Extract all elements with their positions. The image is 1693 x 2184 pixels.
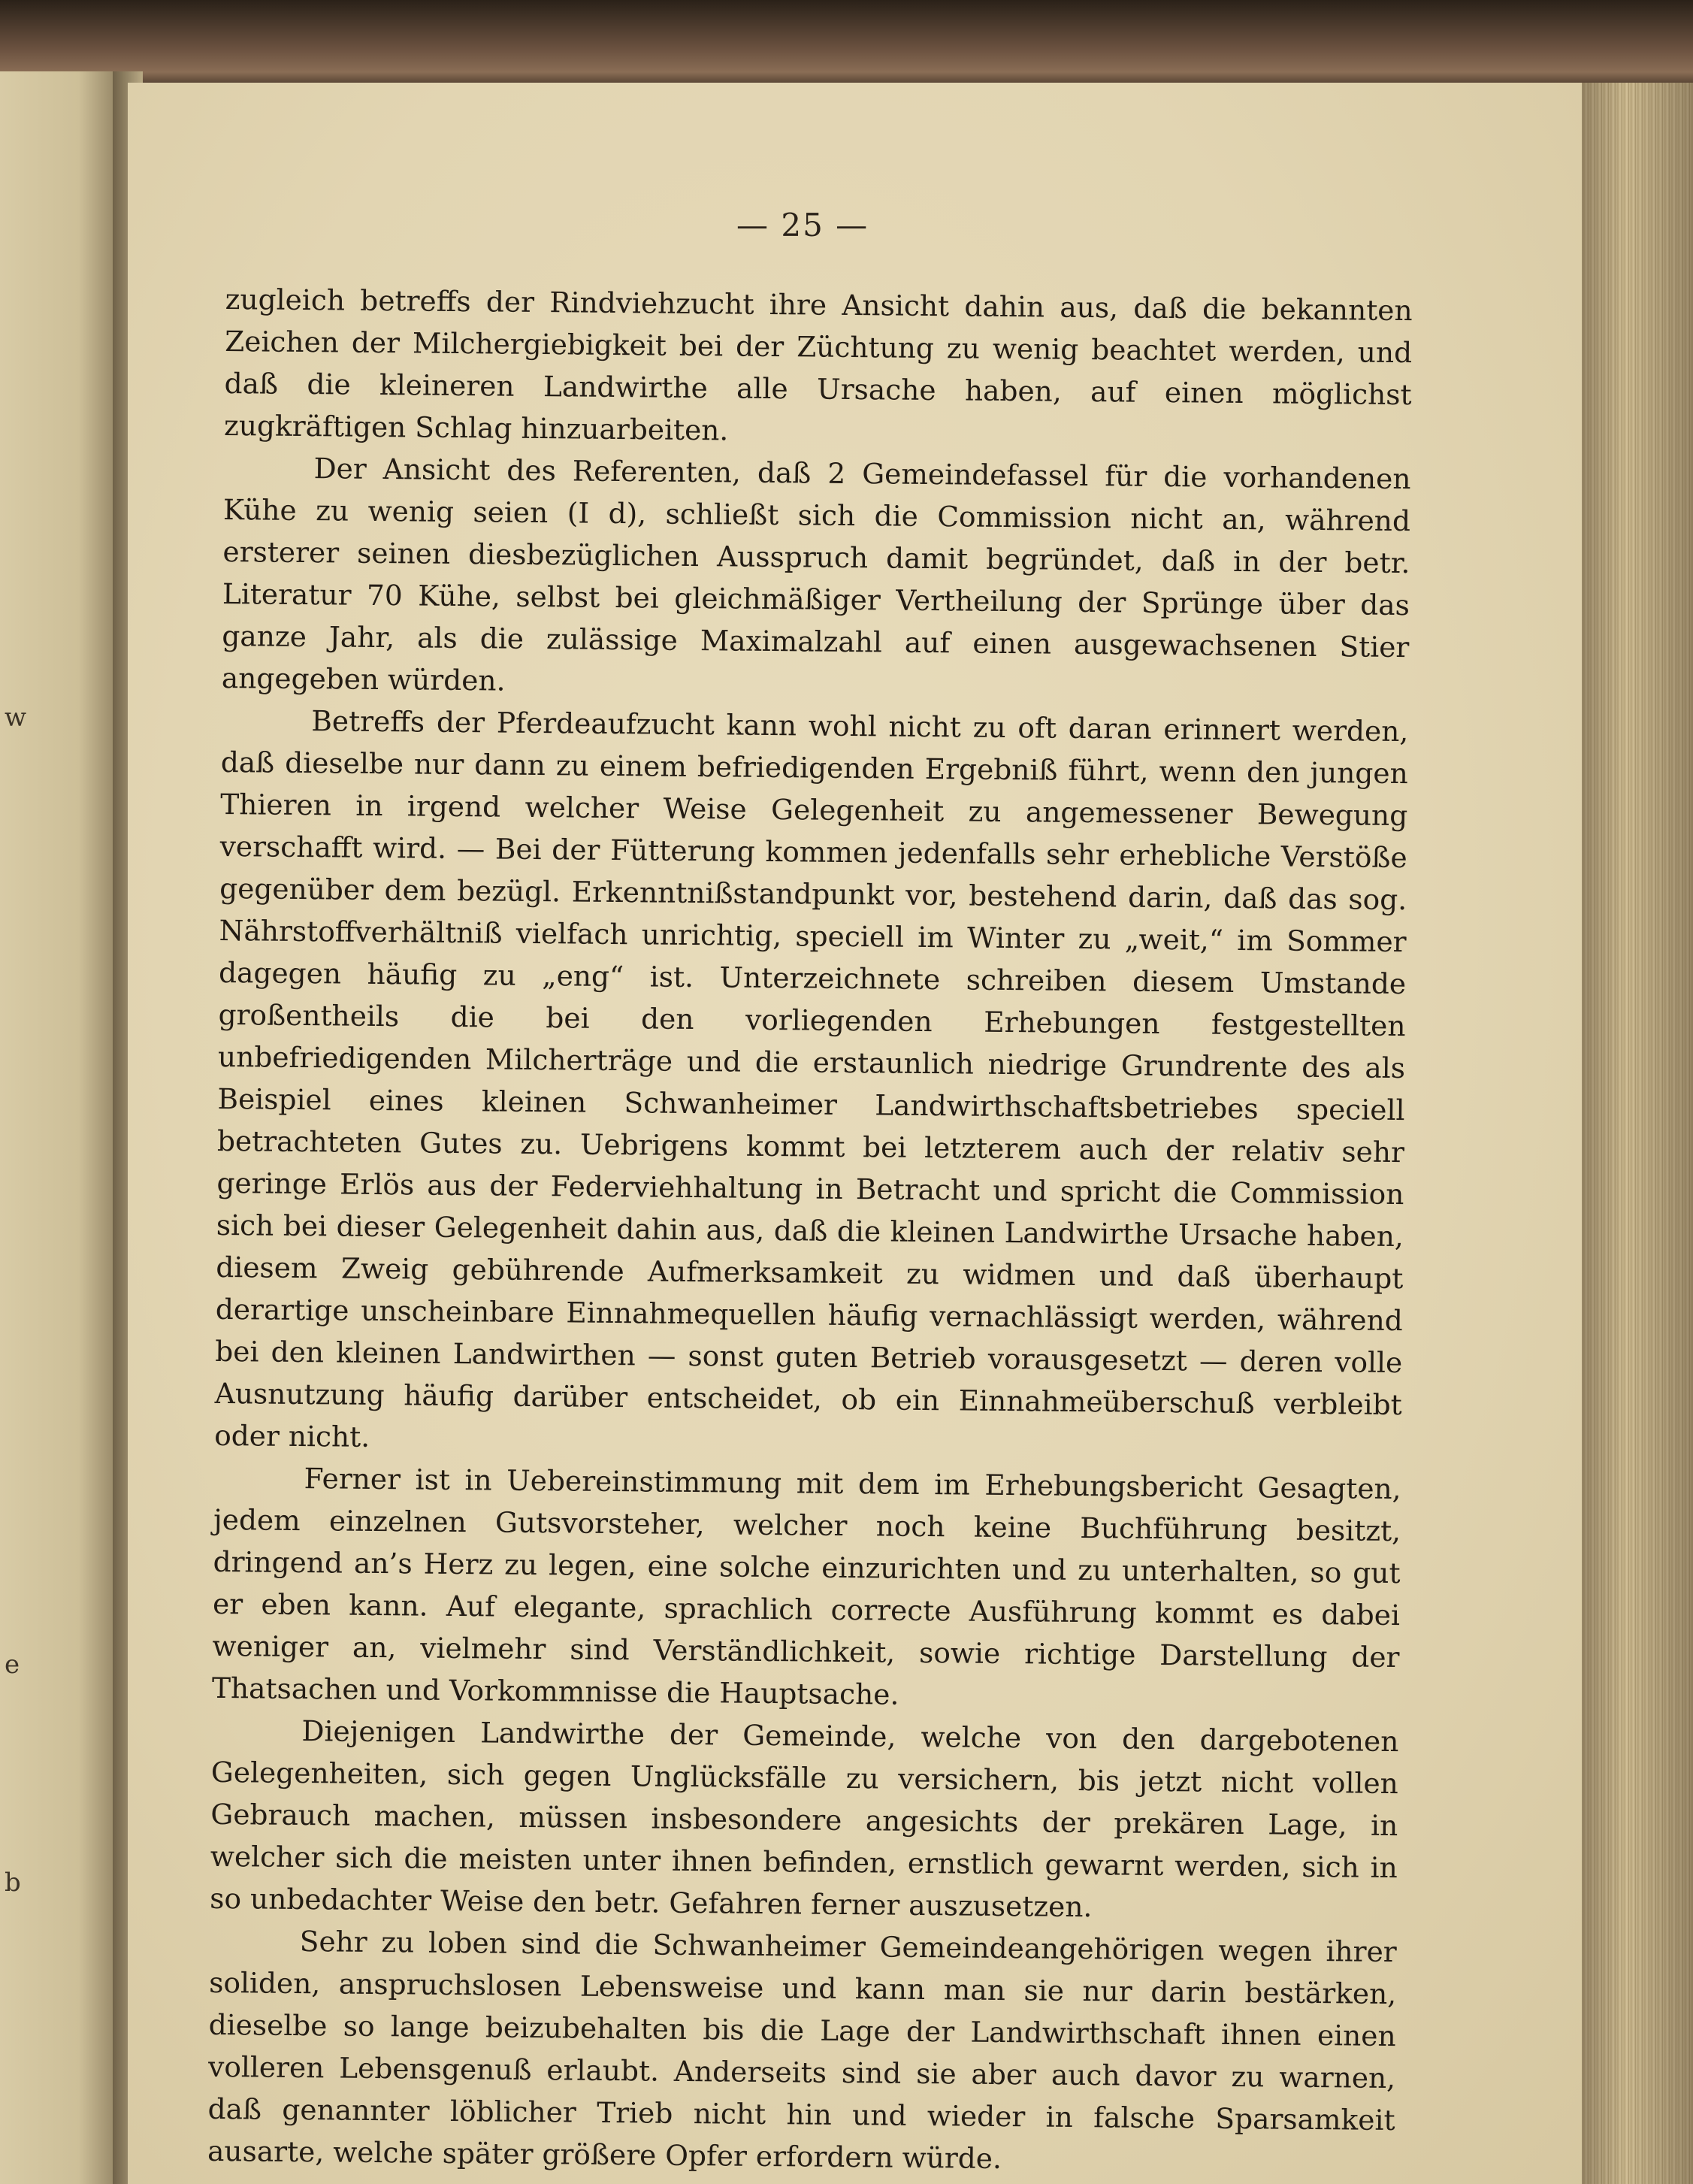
facing-page-fragment: b [5,1868,21,1898]
fore-edge-shadow [1582,83,1693,2184]
book-cover-edge [0,0,1693,90]
page-body [207,278,1413,2183]
page-number: — 25 — [736,207,869,244]
paragraph: Ferner ist in Uebereinstimmung mit dem im Erhebungsbericht Gesagten, jedem einzelnen Gutsvorsteher, welcher noch keine Buchführung besitzt, dringend an’s Herz zu legen, eine solche einzurichten und zu unterhalten, so gut er eben kann. Auf elegante, sprachlich correcte Ausführung kommt es dabei weniger an, vielmehr sind Verständlichkeit, sowie richtige Darstellung der Thatsachen und Vorkommnisse die Hauptsache. [211,1462,1401,1711]
paragraph: zugleich betreffs der Rindviehzucht ihre Ansicht dahin aus, daß die bekannten Zeichen der Milchergiebigkeit bei der Züchtung zu wenig beachtet werden, und daß die kleineren Landwirthe alle Ursache haben, auf einen möglichst zugkräftigen Schlag hinzuarbeiten. [223,282,1413,447]
paragraph: Betreffs der Pferdeaufzucht kann wohl nicht zu oft daran erinnert werden, daß dieselbe nur dann zu einem befriedigenden Ergebniß führt, wenn den jungen Thieren in irgend welcher Weise Gelegenheit zu angemessener Bewegung verschafft wird. — Bei der Fütterung kommen jedenfalls sehr erhebliche Verstöße gegenüber dem bezügl. Erkenntnißstandpunkt vor, bestehend darin, daß das sog. Nährstoffverhältniß vielfach unrichtig, speciell im Winter zu „weit,“ im Sommer dagegen häufig zu „eng“ ist. Unterzeichnete schreiben diesem Umstande großentheils die bei den vorliegenden Erhebungen festgestellten unbefriedigenden Milcherträge und die erstaunlich niedrige Grundrente des als Beispiel eines kleinen Schwanheimer Landwirthschaftsbetriebes speciell betrachteten Gutes zu. Uebrigens kommt bei letzterem auch der relativ sehr geringe Erlös aus der Federviehhaltung in Betracht und spricht die Commission sich bei dieser Gelegenheit dahin aus, daß die kleinen Landwirthe Ursache haben, diesem Zweig gebührende Aufmerksamkeit zu widmen und daß überhaupt derartige unscheinbare Einnahmequellen häufig vernachlässigt werden, während bei den kleinen Landwirthen — sonst guten Betrieb vorausgesetzt — deren volle Ausnutzung häufig darüber entscheidet, ob ein Einnahmeüberschuß verbleibt oder nicht. [214,704,1409,1453]
paragraph: Diejenigen Landwirthe der Gemeinde, welche von den dargebotenen Gelegenheiten, sich gegen Unglücksfälle zu versichern, bis jetzt nicht vollen Gebrauch machen, müssen insbesondere angesichts der prekären Lage, in welcher sich die meisten unter ihnen befinden, ernstlich gewarnt werden, sich in so unbedachter Weise den betr. Gefahren ferner auszusetzen. [210,1714,1399,1924]
paragraph: Der Ansicht des Referenten, daß 2 Gemeindefassel für die vorhandenen Kühe zu wenig seien (I d), schließt sich die Commission nicht an, während ersterer seinen diesbezüglichen Ausspruch damit begründet, daß in der betr. Literatur 70 Kühe, selbst bei gleichmäßiger Vertheilung der Sprünge über das ganze Jahr, als die zulässige Maximalzahl auf einen ausgewachsenen Stier angegeben würden. [221,452,1411,697]
paragraph: Sehr zu loben sind die Schwanheimer Gemeindeangehörigen wegen ihrer soliden, anspruchslosen Lebensweise und kann man sie nur darin bestärken, dieselbe so lange beizubehalten bis die Lage der Landwirthschaft ihnen einen volleren Lebensgenuß erlaubt. Anderseits sind sie aber auch davor zu warnen, daß genannter löblicher Trieb nicht hin und wieder in falsche Sparsamkeit ausarte, welche später größere Opfer erfordern würde. [207,1925,1397,2176]
facing-page-fragment: w [5,703,27,733]
facing-page-fragment: e [5,1650,20,1680]
facing-page-edge [0,71,113,2184]
